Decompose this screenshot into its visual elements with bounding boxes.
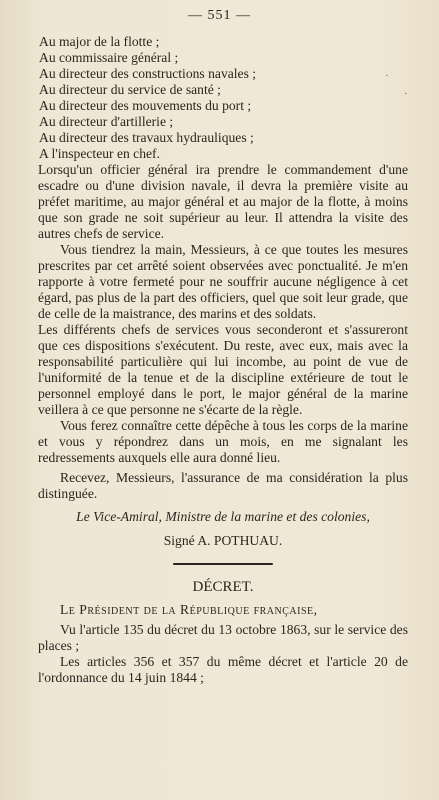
page-number: — 551 — — [188, 8, 251, 23]
margin-mark: · — [404, 88, 408, 100]
section-divider — [173, 563, 273, 565]
recipient-line: Au directeur d'artillerie ; — [39, 114, 174, 129]
decree-clause: Les articles 356 et 357 du même décret et l'article 20 de l'ordonnance du 14 juin 1844 ; — [38, 654, 408, 685]
margin-mark: · — [385, 70, 389, 82]
recipient-list — [38, 34, 408, 162]
paragraph: Lorsqu'un officier général ira prendre le commandement d'une escadre ou d'une division navale, il devra la première visite au préfet maritime, au major général et au major de la flotte, à moins que son grade ne soit supérieur au leur. Il attendra la visite des autres chefs de service. — [38, 162, 408, 241]
decree-heading: DÉCRET. — [192, 579, 254, 595]
decree-president: Le Président de la République française, — [60, 602, 318, 617]
paragraph: Recevez, Messieurs, l'assurance de ma considération la plus distinguée. — [38, 470, 408, 501]
recipient-line: A l'inspecteur en chef. — [39, 146, 160, 161]
decree-clause: Vu l'article 135 du décret du 13 octobre 1863, sur le service des places ; — [38, 622, 408, 653]
paragraph: Vous ferez connaître cette dépêche à tous les corps de la marine et vous y répondrez dans un mois, en me signalant les redressements auxquels elle aura donné lieu. — [38, 418, 408, 465]
recipient-line: Au commissaire général ; — [39, 50, 179, 65]
body-text — [38, 34, 408, 686]
recipient-line: Au directeur des travaux hydrauliques ; — [39, 130, 254, 145]
recipient-line: Au major de la flotte ; — [39, 34, 160, 49]
recipient-line: Au directeur des constructions navales ; — [39, 66, 257, 81]
signatory-title: Le Vice-Amiral, Ministre de la marine et des colonies, — [76, 509, 370, 524]
paragraph: Les différents chefs de services vous seconderont et s'assureront que ces dispositions s'exécutent. Du reste, avec eux, mais avec la responsabilité particulière qui lui incombe, au point de vue de l'uniformité de la tenue et de la discipline extérieure de tout le personnel employé dans le port, le major général de la marine veillera à ce que personne ne s'écarte de la règle. — [38, 322, 408, 417]
signed-line: Signé A. POTHUAU. — [163, 533, 283, 548]
recipient-line: Au directeur du service de santé ; — [39, 82, 221, 97]
paragraph: Vous tiendrez la main, Messieurs, à ce que toutes les mesures prescrites par cet arrêté soient observées avec ponctualité. Je m'en rapporte à votre fermeté pour ne souffrir aucune négligence à cet égard, pas plus de la part des officiers, quel que soit leur grade, que de celle de la maistrance, des marins et des soldats. — [38, 242, 408, 321]
recipient-line: Au directeur des mouvements du port ; — [39, 98, 252, 113]
